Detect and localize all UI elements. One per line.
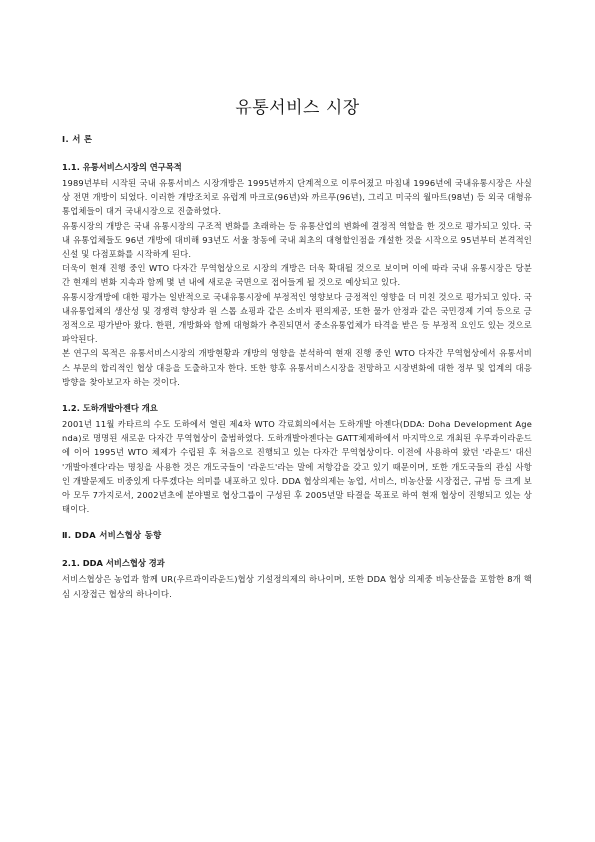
section-2-1-heading: 2.1. DDA 서비스협상 경과 [62,558,165,569]
section-2-1-paragraph-1: 서비스협상은 농업과 함께 UR(우르과이라운드)협상 기설정의제의 하나이며, 또한 DDA 협상 의제중 비농산물을 포함한 8개 핵심 시장접근 협상의 하나이다. [62,574,532,599]
document-body [62,133,532,601]
section-2-heading: Ⅱ. DDA 서비스협상 동향 [62,530,162,541]
section-1-2-paragraph-1: 2001년 11월 카타르의 수도 도하에서 열린 제4차 WTO 각료회의에서는 도하개발 아젠다(DDA: Doha Development Agenda)로 명명된 새로운 다자간 무역협상이 출범하였다. 도하개발아젠다는 GATT체제하에서 마지막으로 개최된 우루과이라운드에 이어 1995년 WTO 체제가 수립된 후 처음으로 진행되고 있는 다자간 무역협상이다. 이전에 사용하여 왔던 '라운드' 대신 '개발아젠다'라는 명칭을 사용한 것은 개도국들이 '라운드'라는 말에 저항감을 갖고 있기 때문이며, 또한 개도국들의 관심 사항인 개발문제도 비중있게 다루겠다는 의미를 내포하고 있다. DDA 협상의제는 농업, 서비스, 비농산물 시장접근, 규범 등 크게 보아 모두 7가지로서, 2002년초에 분야별로 협상그룹이 구성된 후 2005년말 타결을 목표로 하여 현재 협상이 진행되고 있는 상태이다. [62,419,532,515]
section-1-1-heading: 1.1. 유통서비스시장의 연구목적 [62,162,182,172]
section-1-1-paragraph-5: 본 연구의 목적은 유통서비스시장의 개방현황과 개방의 영향을 분석하여 현재 진행 중인 WTO 다자간 무역협상에서 유통서비스 부문의 합리적인 협상 대응을 도출하고자 한다. 또한 향후 유통서비스시장을 전망하고 시장변화에 대한 정부 및 업계의 대응방향을 찾아보고자 하는 것이다. [62,348,532,387]
section-1-1-paragraph-1: 1989년부터 시작된 국내 유통서비스 시장개방은 1995년까지 단계적으로 이루어졌고 마침내 1996년에 국내유통시장은 사실상 전면 개방이 되었다. 이러한 개방조치로 유럽계 마크로(96년)와 까르푸(96년), 그리고 미국의 월마트(98년) 등 외국 대형유통업체들이 대거 국내시장으로 진출하였다. [62,178,532,217]
section-1-2-heading: 1.2. 도하개발아젠다 개요 [62,403,158,414]
section-1-1-paragraph-2: 유통시장의 개방은 국내 유통시장의 구조적 변화를 초래하는 등 유통산업의 변화에 결정적 역할을 한 것으로 평가되고 있다. 국내 유통업체들도 96년 개방에 대비해 93년도 서울 창동에 국내 최초의 대형할인점을 개설한 것을 시작으로 95년부터 본격적인 신설 및 다점포화를 시작하게 된다. [62,220,532,260]
section-1-heading: Ⅰ. 서 론 [62,134,93,144]
document-title: 유통서비스 시장 [235,98,360,118]
section-1-1-paragraph-4: 유통시장개방에 대한 평가는 일반적으로 국내유통시장에 부정적인 영향보다 긍정적인 영향을 더 미친 것으로 평가되고 있다. 국내유통업체의 생산성 및 경쟁력 향상과 원 스톱 쇼핑과 같은 소비자 편의제공, 또한 물가 안정과 같은 국민경제 기여 등으로 긍정적으로 평가받아 왔다. 한편, 개방화와 함께 대형화가 추진되면서 중소유통업체가 타격을 받은 등 부정적 요인도 있는 것으로 파악된다. [62,291,532,345]
section-1-1-paragraph-3: 더욱이 현재 진행 중인 WTO 다자간 무역협상으로 시장의 개방은 더욱 확대될 것으로 보이며 이에 따라 국내 유통시장은 당분간 현재의 변화 지속과 함께 몇 년 내에 새로운 국면으로 접어들게 될 것으로 예상되고 있다. [62,263,532,288]
